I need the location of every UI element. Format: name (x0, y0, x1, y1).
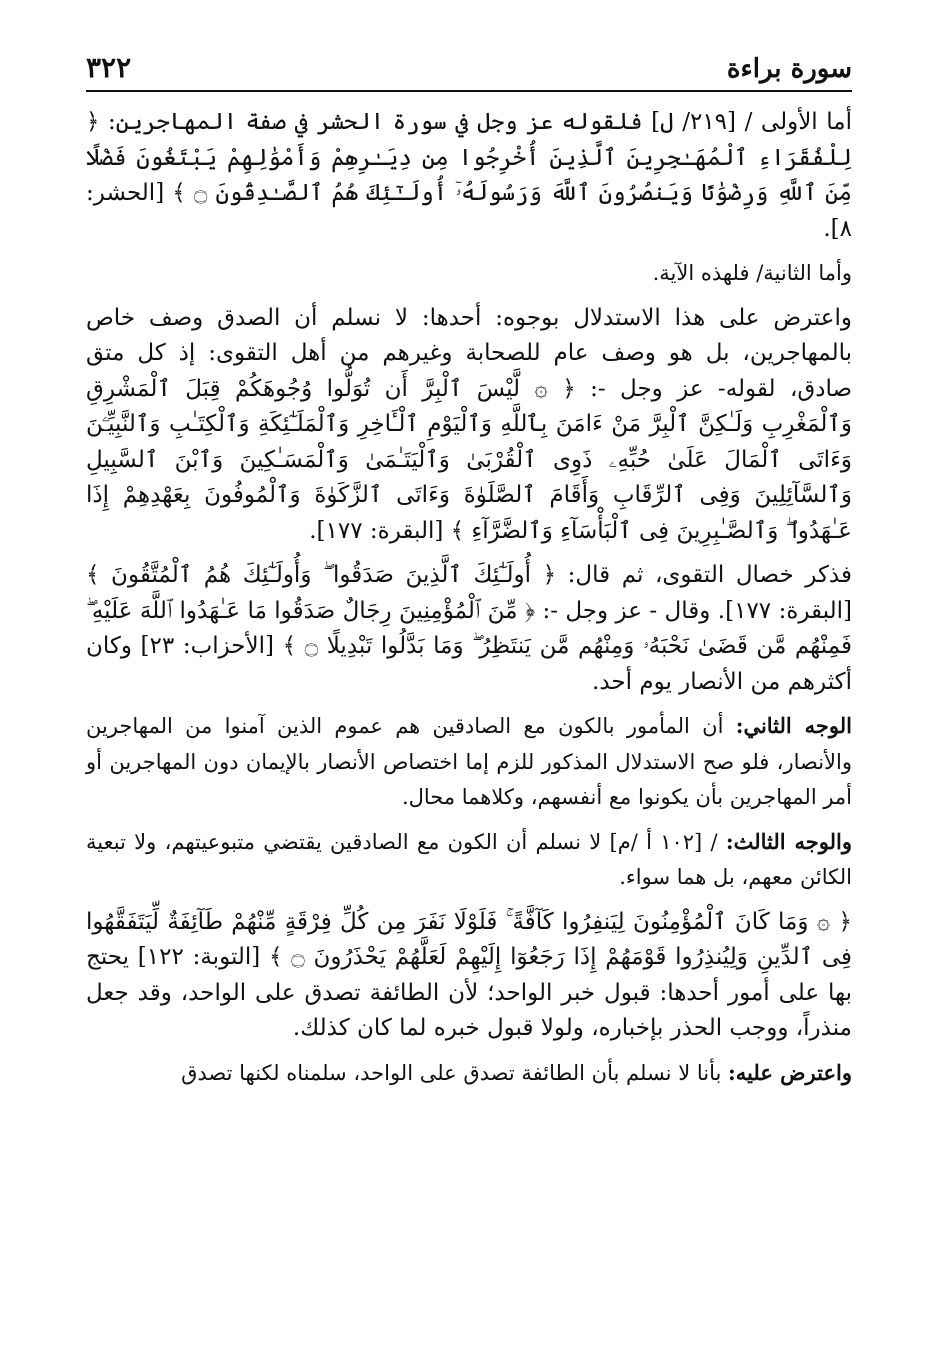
paragraph-text: وأما الثانية/ فلهذه الآية. (652, 261, 852, 285)
paragraph (86, 708, 852, 816)
paragraph (86, 904, 852, 1047)
paragraph-text: ﴿ ۞ وَمَا كَانَ ٱلْمُؤْمِنُونَ لِيَنفِرُوا كَآفَّةً ۚ فَلَوْلَا نَفَرَ مِن كُلِّ فِرْقَةٍ مِّنْهُمْ طَآئِفَةٌ لِّيَتَفَقَّهُوا فِى ٱلدِّينِ وَلِيُنذِرُوا قَوْمَهُمْ إِذَا رَجَعُوٓا إِلَيْهِمْ لَعَلَّهُمْ يَحْذَرُونَ ۝ ﴾ [التوبة: ١٢٢] يحتج بها على أمور أحدها: قبول خبر الواحد؛ لأن الطائفة تصدق على الواحد، وقد جعل منذراً، ووجب الحذر بإخباره، ولولا قبول خبره لما كان كذلك. (86, 908, 852, 1041)
paragraph (86, 557, 852, 700)
paragraph-lead: الوجه الثاني: (735, 713, 852, 738)
paragraph-text: أن المأمور بالكون مع الصادقين هم عموم الذين آمنوا من المهاجرين والأنصار، فلو صح الاستدلال المذكور للزم إما اختصاص الأنصار بالإيمان دون المهاجرين أو أمر المهاجرين بأن يكونوا مع أنفسهم، وكلاهما محال. (86, 714, 852, 809)
paragraph (86, 300, 852, 550)
paragraph-text: واعترض على هذا الاستدلال بوجوه: أحدها: لا نسلم أن الصدق وصف خاص بالمهاجرين، بل هو وصف عام للصحابة وغيرهم من أهل التقوى: إذ كل متق صادق، لقوله- عز وجل -: ﴿ ۞ لَّيْسَ ٱلْبِرَّ أَن تُوَلُّوا وُجُوهَكُمْ قِبَلَ ٱلْمَشْرِقِ وَٱلْمَغْرِبِ وَلَـٰكِنَّ ٱلْبِرَّ مَنْ ءَامَنَ بِٱللَّهِ وَٱلْيَوْمِ ٱلْـَٔاخِرِ وَٱلْمَلَـٰٓئِكَةِ وَٱلْكِتَـٰبِ وَٱلنَّبِيِّـۧنَ وَءَاتَى ٱلْمَالَ عَلَىٰ حُبِّهِۦ ذَوِى ٱلْقُرْبَىٰ وَٱلْيَتَـٰمَىٰ وَٱلْمَسَـٰكِينَ وَٱبْنَ ٱلسَّبِيلِ وَٱلسَّآئِلِينَ وَفِى ٱلرِّقَابِ وَأَقَامَ ٱلصَّلَوٰةَ وَءَاتَى ٱلزَّكَوٰةَ وَٱلْمُوفُونَ بِعَهْدِهِمْ إِذَا عَـٰهَدُوا ۖ وَٱلصَّـٰبِرِينَ فِى ٱلْبَأْسَآءِ وَٱلضَّرَّآءِ ﴾ [البقرة: ١٧٧]. (86, 304, 852, 544)
paragraph-lead: واعترض عليه: (728, 1059, 852, 1085)
paragraph-text: فذكر خصال التقوى، ثم قال: ﴿ أُولَـٰٓئِكَ ٱلَّذِينَ صَدَقُوا ۖ وَأُولَـٰٓئِكَ هُمُ ٱلْمُتَّقُونَ ﴾ [البقرة: ١٧٧]. وقال - عز وجل -: ﴿ مِّنَ ٱلْمُؤْمِنِينَ رِجَالٌ صَدَقُوا مَا عَـٰهَدُوا ٱللَّهَ عَلَيْهِ ۖ فَمِنْهُم مَّن قَضَىٰ نَحْبَهُۥ وَمِنْهُم مَّن يَنتَظِرُ ۖ وَمَا بَدَّلُوا تَبْدِيلًا ۝ ﴾ [الأحزاب: ٢٣] وكان أكثرهم من الأنصار يوم أحد. (86, 562, 853, 695)
paragraph-text: / [١٠٢ أ /م] لا نسلم أن الكون مع الصادقين يقتضي متبوعيتهم، ولا تبعية الكائن معهم، بل هما سواء. (86, 829, 852, 889)
paragraph (86, 104, 852, 247)
paragraph (86, 824, 852, 896)
paragraph-lead: والوجه الثالث: (725, 828, 852, 854)
paragraph (86, 255, 852, 292)
page-number: ٣٢٢ (86, 51, 132, 84)
paragraph (86, 1055, 852, 1092)
paragraph-text: بأنا لا نسلم بأن الطائفة تصدق على الواحد، سلمناه لكنها تصدق (181, 1060, 722, 1085)
paragraph-text: أما الأولى / [٢١٩/ ل] فلقوله عز وجل في سورة الحشر في صفة المهاجرين: ﴿ لِلْفُقَرَاءِ ٱلْمُهَـٰجِرِينَ ٱلَّذِينَ أُخْرِجُوا مِن دِيَـٰرِهِمْ وَأَمْوَٰلِهِمْ يَبْتَغُونَ فَضْلًا مِّنَ ٱللَّهِ وَرِضْوَٰنًا وَيَنصُرُونَ ٱللَّهَ وَرَسُولَهُۥٓ أُولَـٰٓئِكَ هُمُ ٱلصَّـٰدِقُونَ ۝ ﴾ [الحشر: ٨]. (86, 109, 852, 242)
page-body (86, 104, 852, 1099)
page-header (86, 36, 852, 92)
surah-title: سورة براءة (726, 54, 852, 84)
